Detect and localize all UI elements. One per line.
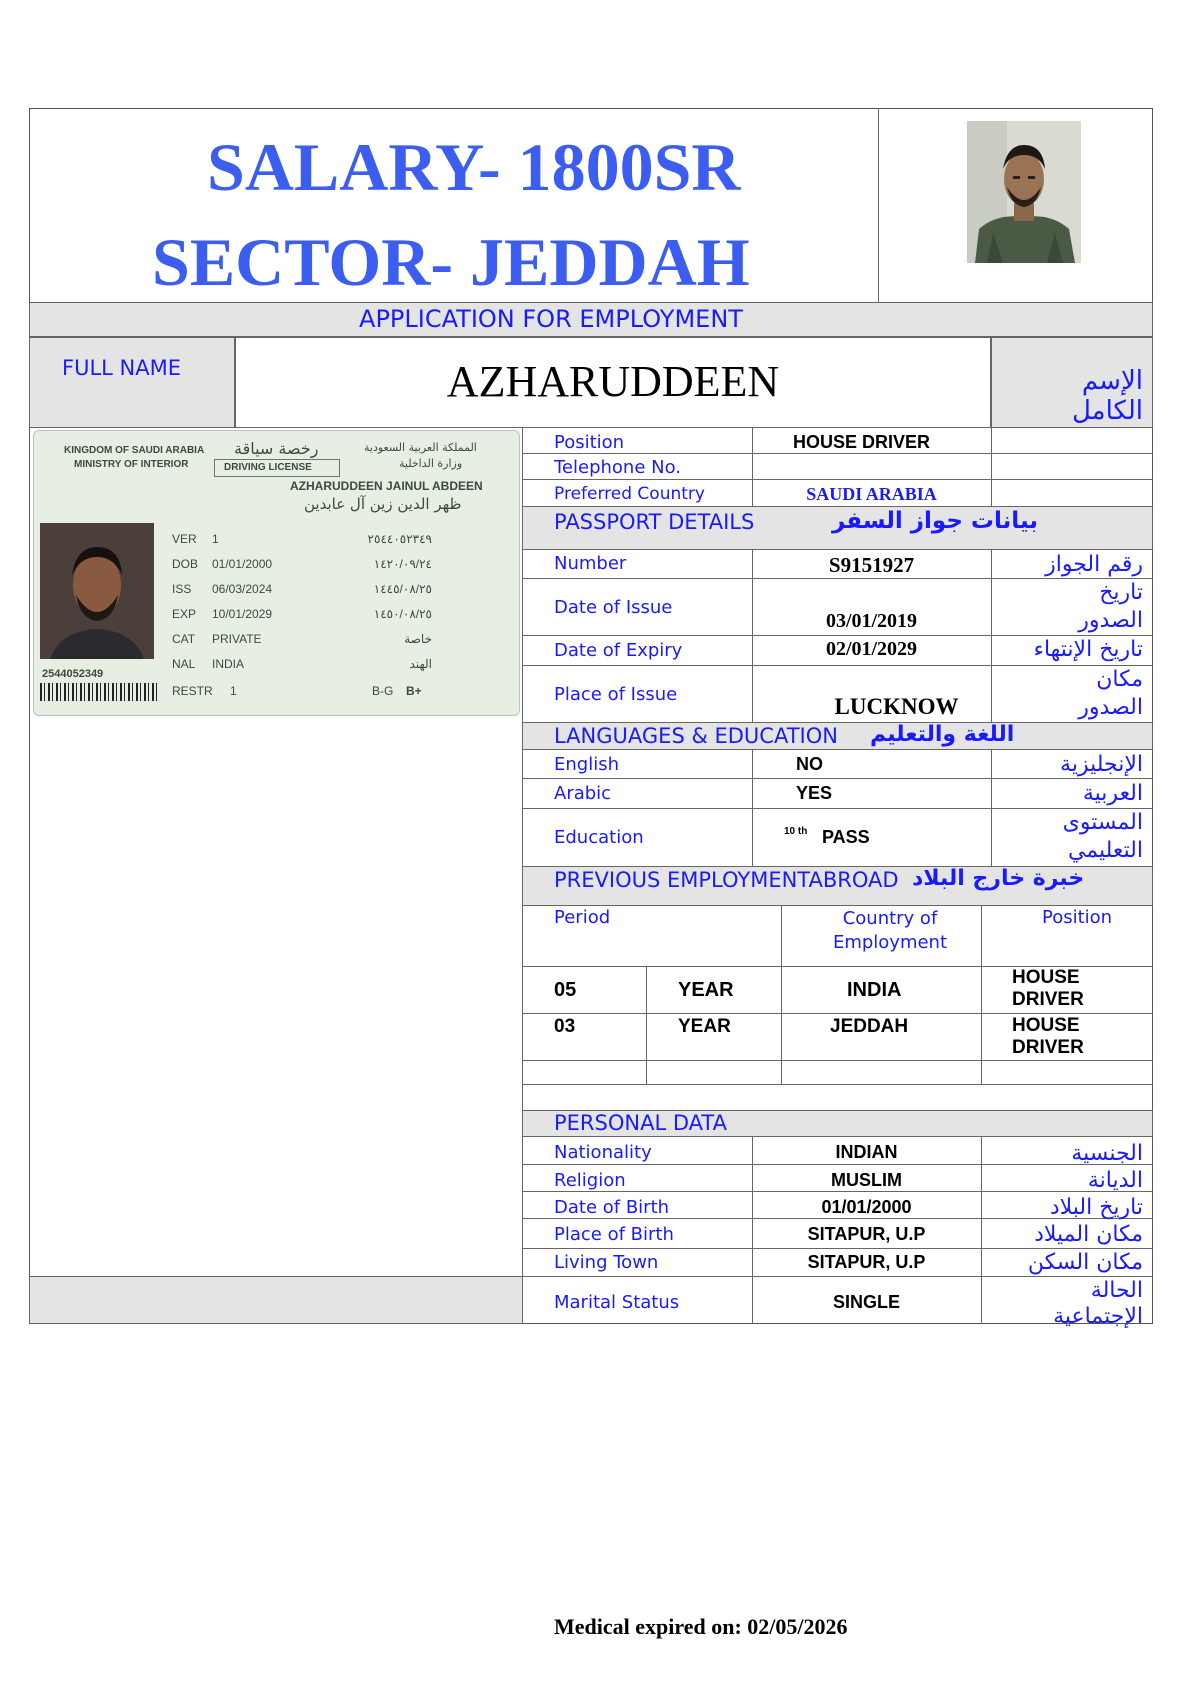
license-row-value: 10/01/2029 [212, 607, 273, 621]
preferred-country-label: Preferred Country [554, 484, 705, 504]
full-name-arabic-1: الإسم [1081, 366, 1143, 396]
full-name-label-cell [29, 337, 235, 428]
employment-row-2-unit: YEAR [678, 1016, 731, 1037]
license-row-key: VER [172, 532, 197, 546]
license-row [172, 652, 512, 677]
license-kingdom: KINGDOM OF SAUDI ARABIA [64, 445, 205, 456]
position-value: HOUSE DRIVER [792, 432, 931, 452]
marital-left-cell [29, 1276, 523, 1324]
marital-status-label: Marital Status [554, 1292, 680, 1313]
license-kingdom-arabic: المملكة العربية السعودية [364, 441, 477, 454]
marital-status-arabic-2: الإجتماعية [1053, 1304, 1143, 1329]
medical-expiry-note: Medical expired on: 02/05/2026 [554, 1614, 848, 1639]
license-row-key: EXP [172, 607, 197, 621]
education-arabic-2: التعليمي [1067, 838, 1143, 863]
living-town-label: Living Town [554, 1252, 659, 1273]
profile-photo [967, 121, 1081, 263]
license-row-key: NAL [172, 657, 196, 671]
languages-section-title: LANGUAGES & EDUCATION [554, 724, 838, 748]
license-name-ar: ظهر الدين زين آل عابدين [304, 495, 462, 513]
license-row-key: DOB [172, 557, 199, 571]
employment-col-position: Position [1042, 907, 1113, 928]
date-of-issue-value: 03/01/2019 [825, 610, 918, 632]
row-line [522, 665, 1153, 666]
place-of-birth-value: SITAPUR, U.P [807, 1224, 926, 1244]
english-arabic: الإنجليزية [1060, 752, 1143, 777]
driving-license-card [33, 430, 520, 716]
col-divider-ar [981, 1137, 982, 1324]
license-blood-label: B-G [372, 684, 394, 698]
license-row [172, 627, 512, 652]
employment-row-1-position: HOUSE DRIVER [1012, 967, 1084, 1010]
employment-col-country: Country of Employment [832, 908, 948, 953]
date-of-birth-value: 01/01/2000 [821, 1197, 912, 1217]
salary-heading: SALARY- 1800SR [207, 129, 741, 205]
employment-row-1-unit: YEAR [678, 979, 734, 1001]
license-barcode [40, 683, 160, 701]
license-row-value: PRIVATE [212, 632, 262, 646]
passport-number-arabic: رقم الجواز [1045, 552, 1143, 577]
date-of-birth-label: Date of Birth [554, 1197, 670, 1218]
passport-number-label: Number [554, 553, 627, 574]
employment-row-2-num: 03 [554, 1016, 576, 1037]
row-line [522, 453, 1153, 454]
education-value: PASS [822, 827, 870, 847]
place-of-issue-arabic-2: الصدور [1078, 695, 1143, 720]
license-title-en: DRIVING LICENSE [224, 462, 312, 473]
personal-section-title: PERSONAL DATA [554, 1111, 727, 1135]
place-of-issue-arabic-1: مكان [1096, 667, 1143, 692]
employment-row-2-position: HOUSE DRIVER [1012, 1015, 1084, 1058]
passport-section-title: PASSPORT DETAILS [554, 510, 755, 534]
nationality-arabic: الجنسية [1071, 1141, 1143, 1166]
employment-section-title: PREVIOUS EMPLOYMENTABROAD [554, 868, 899, 892]
license-row-key: CAT [172, 632, 196, 646]
license-title-arabic: رخصة سياقة [234, 439, 319, 458]
marital-status-arabic-1: الحالة [1090, 1278, 1143, 1303]
english-value: NO [796, 754, 823, 774]
license-row [172, 577, 512, 602]
date-of-expiry-value: 02/01/2029 [825, 638, 918, 660]
preferred-country-value: SAUDI ARABIA [806, 484, 937, 504]
row-line [522, 1164, 1153, 1165]
date-of-issue-arabic-2: الصدور [1078, 608, 1143, 633]
form-title: APPLICATION FOR EMPLOYMENT [359, 305, 743, 333]
row-line [522, 1013, 1153, 1014]
license-fields [172, 527, 512, 677]
emp-col-divider [646, 966, 647, 1084]
header-divider [878, 108, 879, 302]
place-of-issue-label: Place of Issue [554, 684, 678, 705]
row-line [522, 479, 1153, 480]
license-row [172, 552, 512, 577]
license-restr-label: RESTR [172, 684, 213, 698]
license-row-value: 01/01/2000 [212, 557, 273, 571]
religion-arabic: الديانة [1087, 1168, 1143, 1193]
employment-col-period: Period [554, 907, 611, 928]
marital-status-value: SINGLE [832, 1292, 900, 1312]
education-arabic-1: المستوى [1062, 810, 1143, 835]
arabic-label: Arabic [554, 783, 612, 804]
date-of-issue-arabic-1: تاريخ [1099, 580, 1143, 605]
education-superscript: 10 th [784, 826, 808, 837]
row-line [522, 778, 1153, 779]
employment-row-2-country: JEDDAH [830, 1016, 909, 1037]
employment-section-title-arabic: خبرة خارج البلاد [912, 866, 1085, 891]
row-line [522, 808, 1153, 809]
license-row-value: 06/03/2024 [212, 582, 273, 596]
place-of-birth-arabic: مكان الميلاد [1034, 1222, 1143, 1247]
license-row-arabic: الهند [409, 657, 432, 671]
license-row-arabic: ٢٥٤٤٠٥٢٣٤٩ [367, 532, 432, 546]
date-of-expiry-arabic: تاريخ الإنتهاء [1033, 637, 1143, 662]
employment-row-1-country: INDIA [847, 979, 902, 1001]
place-of-birth-label: Place of Birth [554, 1224, 674, 1245]
living-town-arabic: مكان السكن [1027, 1250, 1143, 1275]
sector-heading: SECTOR- JEDDAH [152, 224, 750, 300]
languages-section-title-arabic: اللغة والتعليم [870, 722, 1015, 747]
license-name-en: AZHARUDDEEN JAINUL ABDEEN [290, 479, 483, 493]
license-row-arabic: ١٤٢٠/٠٩/٢٤ [373, 557, 432, 571]
license-row-value: INDIA [212, 657, 245, 671]
position-label: Position [554, 432, 625, 453]
license-row-arabic: ١٤٥٠/٠٨/٢٥ [373, 607, 432, 621]
emp-col-divider [981, 906, 982, 1084]
telephone-label: Telephone No. [554, 457, 682, 478]
religion-label: Religion [554, 1170, 626, 1191]
license-row-arabic: خاصة [404, 632, 432, 646]
employment-row-1-num: 05 [554, 979, 577, 1001]
license-row [172, 602, 512, 627]
english-label: English [554, 754, 619, 775]
nationality-value: INDIAN [835, 1142, 898, 1162]
license-ministry-arabic: وزارة الداخلية [399, 457, 463, 470]
full-name-arabic-2: الكامل [1071, 396, 1143, 426]
date-of-birth-arabic: تاريخ البلاد [1049, 1195, 1143, 1220]
license-row-arabic: ١٤٤٥/٠٨/٢٥ [373, 582, 432, 596]
living-town-value: SITAPUR, U.P [807, 1252, 926, 1272]
date-of-issue-label: Date of Issue [554, 597, 673, 618]
row-line [522, 1060, 1153, 1061]
license-row-value: 1 [212, 532, 219, 546]
row-line [522, 1191, 1153, 1192]
col-divider-ar [991, 428, 992, 508]
arabic-value: YES [796, 783, 833, 803]
license-number: 2544052349 [42, 668, 104, 680]
place-of-issue-value: LUCKNOW [834, 694, 959, 719]
row-line [522, 1084, 1153, 1085]
nationality-label: Nationality [554, 1142, 652, 1163]
license-blood-value: B+ [406, 684, 422, 698]
arabic-arabic: العربية [1082, 781, 1143, 806]
full-name-value: AZHARUDDEEN [446, 357, 780, 406]
license-row [172, 527, 512, 552]
full-name-label: FULL NAME [62, 356, 181, 380]
religion-value: MUSLIM [831, 1170, 902, 1190]
date-of-expiry-label: Date of Expiry [554, 640, 683, 661]
passport-number-value: S9151927 [828, 553, 915, 577]
education-label: Education [554, 827, 644, 848]
license-row-key: ISS [172, 582, 192, 596]
license-restr-value: 1 [230, 684, 237, 698]
license-ministry: MINISTRY OF INTERIOR [74, 459, 189, 470]
license-photo [40, 523, 154, 659]
emp-col-divider [781, 906, 782, 1084]
passport-section-title-arabic: بيانات جواز السفر [832, 508, 1038, 534]
